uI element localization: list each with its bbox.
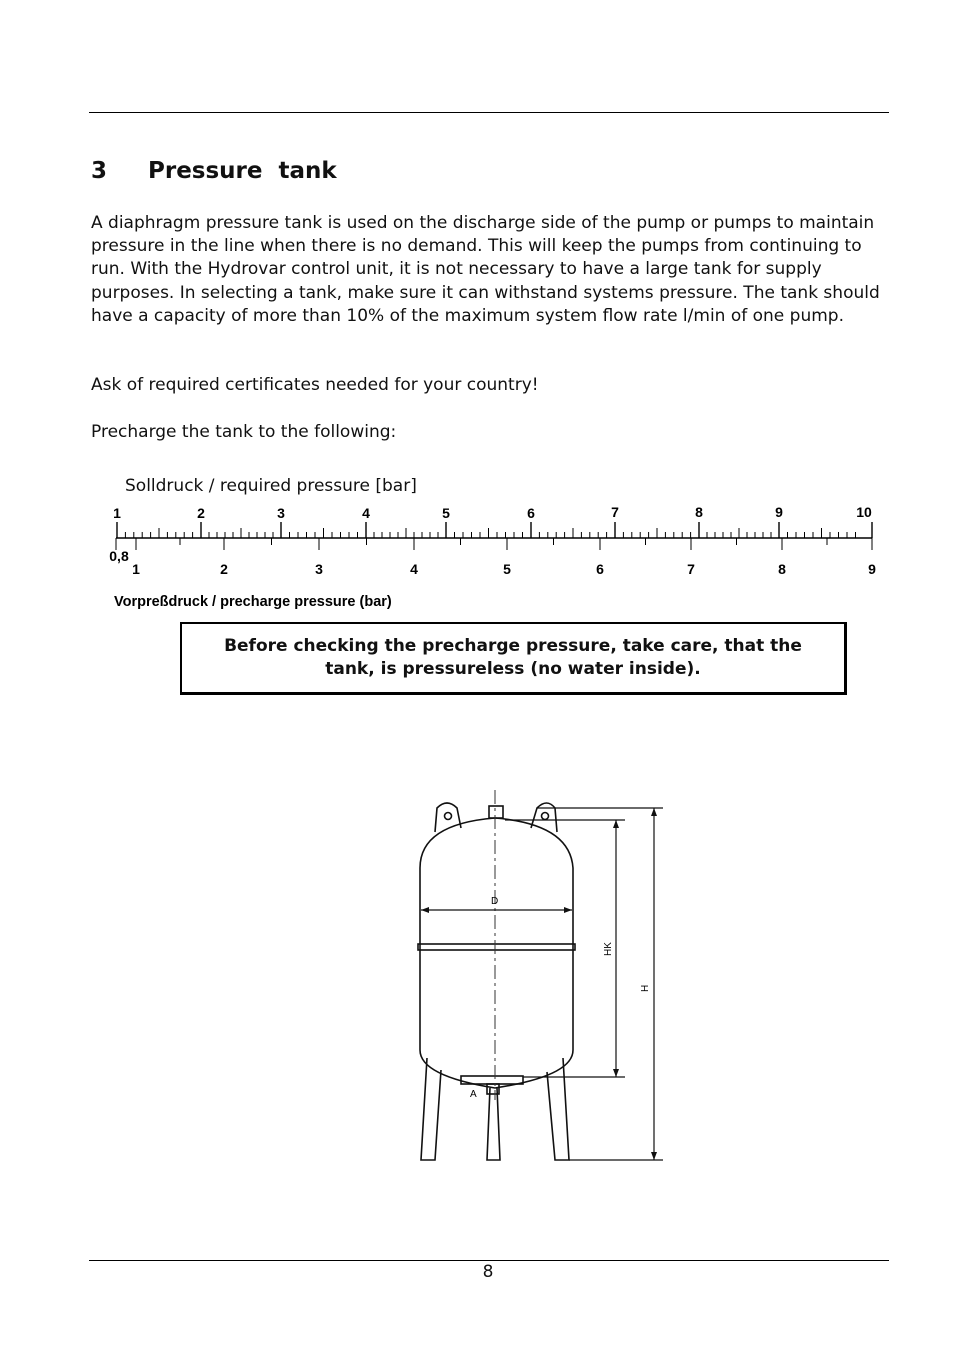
footer-rule — [89, 1260, 889, 1261]
page-number: 8 — [482, 1262, 494, 1282]
tank-diagram — [285, 720, 715, 1220]
top-tick-label: 6 — [527, 505, 535, 521]
top-tick-label: 8 — [695, 504, 703, 520]
diameter-label: D — [491, 896, 499, 907]
header-rule — [89, 112, 889, 113]
intro-paragraph: A diaphragm pressure tank is used on the discharge side of the pump or pumps to maintain pressure in the line when there is no demand. This will keep the pumps from continuing to run. With the Hydrovar control unit, it is not necessary to have a large tank for supply purposes. In selecting a tank, make sure it can withstand systems pressure. The tank should have a capacity of more than 10% of the maximum system flow rate l/min of one pump. — [91, 213, 880, 326]
top-tick-label: 10 — [856, 504, 872, 520]
bottom-tick-label: 1 — [132, 561, 140, 577]
bottom-tick-label: 5 — [503, 561, 511, 577]
hk-label: HK — [603, 942, 614, 956]
h-label: H — [640, 984, 651, 992]
tank-band — [418, 944, 575, 950]
right-lug-hole — [542, 813, 549, 820]
bottom-tick-label: 8 — [778, 561, 786, 577]
warning-note — [180, 622, 847, 695]
precharge-pressure-label: Vorpreßdruck / precharge pressure (bar) — [114, 594, 392, 610]
top-tick-label: 5 — [442, 505, 450, 521]
middle-leg — [487, 1088, 500, 1160]
top-tick-label: 9 — [775, 504, 783, 520]
pressure-scale — [100, 498, 890, 618]
warning-note-text: Before checking the precharge pressure, take care, that the tank, is pressureless (no water inside). — [224, 636, 802, 679]
top-tick-label: 4 — [362, 505, 370, 521]
left-leg — [421, 1058, 441, 1160]
section-heading — [91, 158, 337, 184]
scale-minor-ticks — [116, 522, 872, 550]
top-tick-label: 1 — [113, 505, 121, 521]
required-pressure-label: Solldruck / required pressure [bar] — [125, 476, 417, 496]
top-tick-label: 2 — [197, 505, 205, 521]
tank-body — [420, 818, 573, 1088]
bottom-tick-label: 9 — [868, 561, 876, 577]
right-lug — [531, 803, 557, 832]
start-label: 0,8 — [109, 548, 129, 564]
section-title: Pressure tank — [148, 158, 337, 184]
top-tick-label: 3 — [277, 505, 285, 521]
bottom-tick-label: 7 — [687, 561, 695, 577]
bottom-tick-label: 6 — [596, 561, 604, 577]
precharge-paragraph: Precharge the tank to the following: — [91, 422, 397, 442]
connection-label: A — [470, 1089, 477, 1100]
bottom-tick-label: 4 — [410, 561, 418, 577]
top-nozzle — [489, 806, 503, 818]
section-number: 3 — [91, 158, 108, 184]
bottom-tick-label: 3 — [315, 561, 323, 577]
top-tick-label: 7 — [611, 504, 619, 520]
left-lug-hole — [445, 813, 452, 820]
bottom-tick-label: 2 — [220, 561, 228, 577]
certificates-paragraph: Ask of required certificates needed for your country! — [91, 375, 539, 395]
